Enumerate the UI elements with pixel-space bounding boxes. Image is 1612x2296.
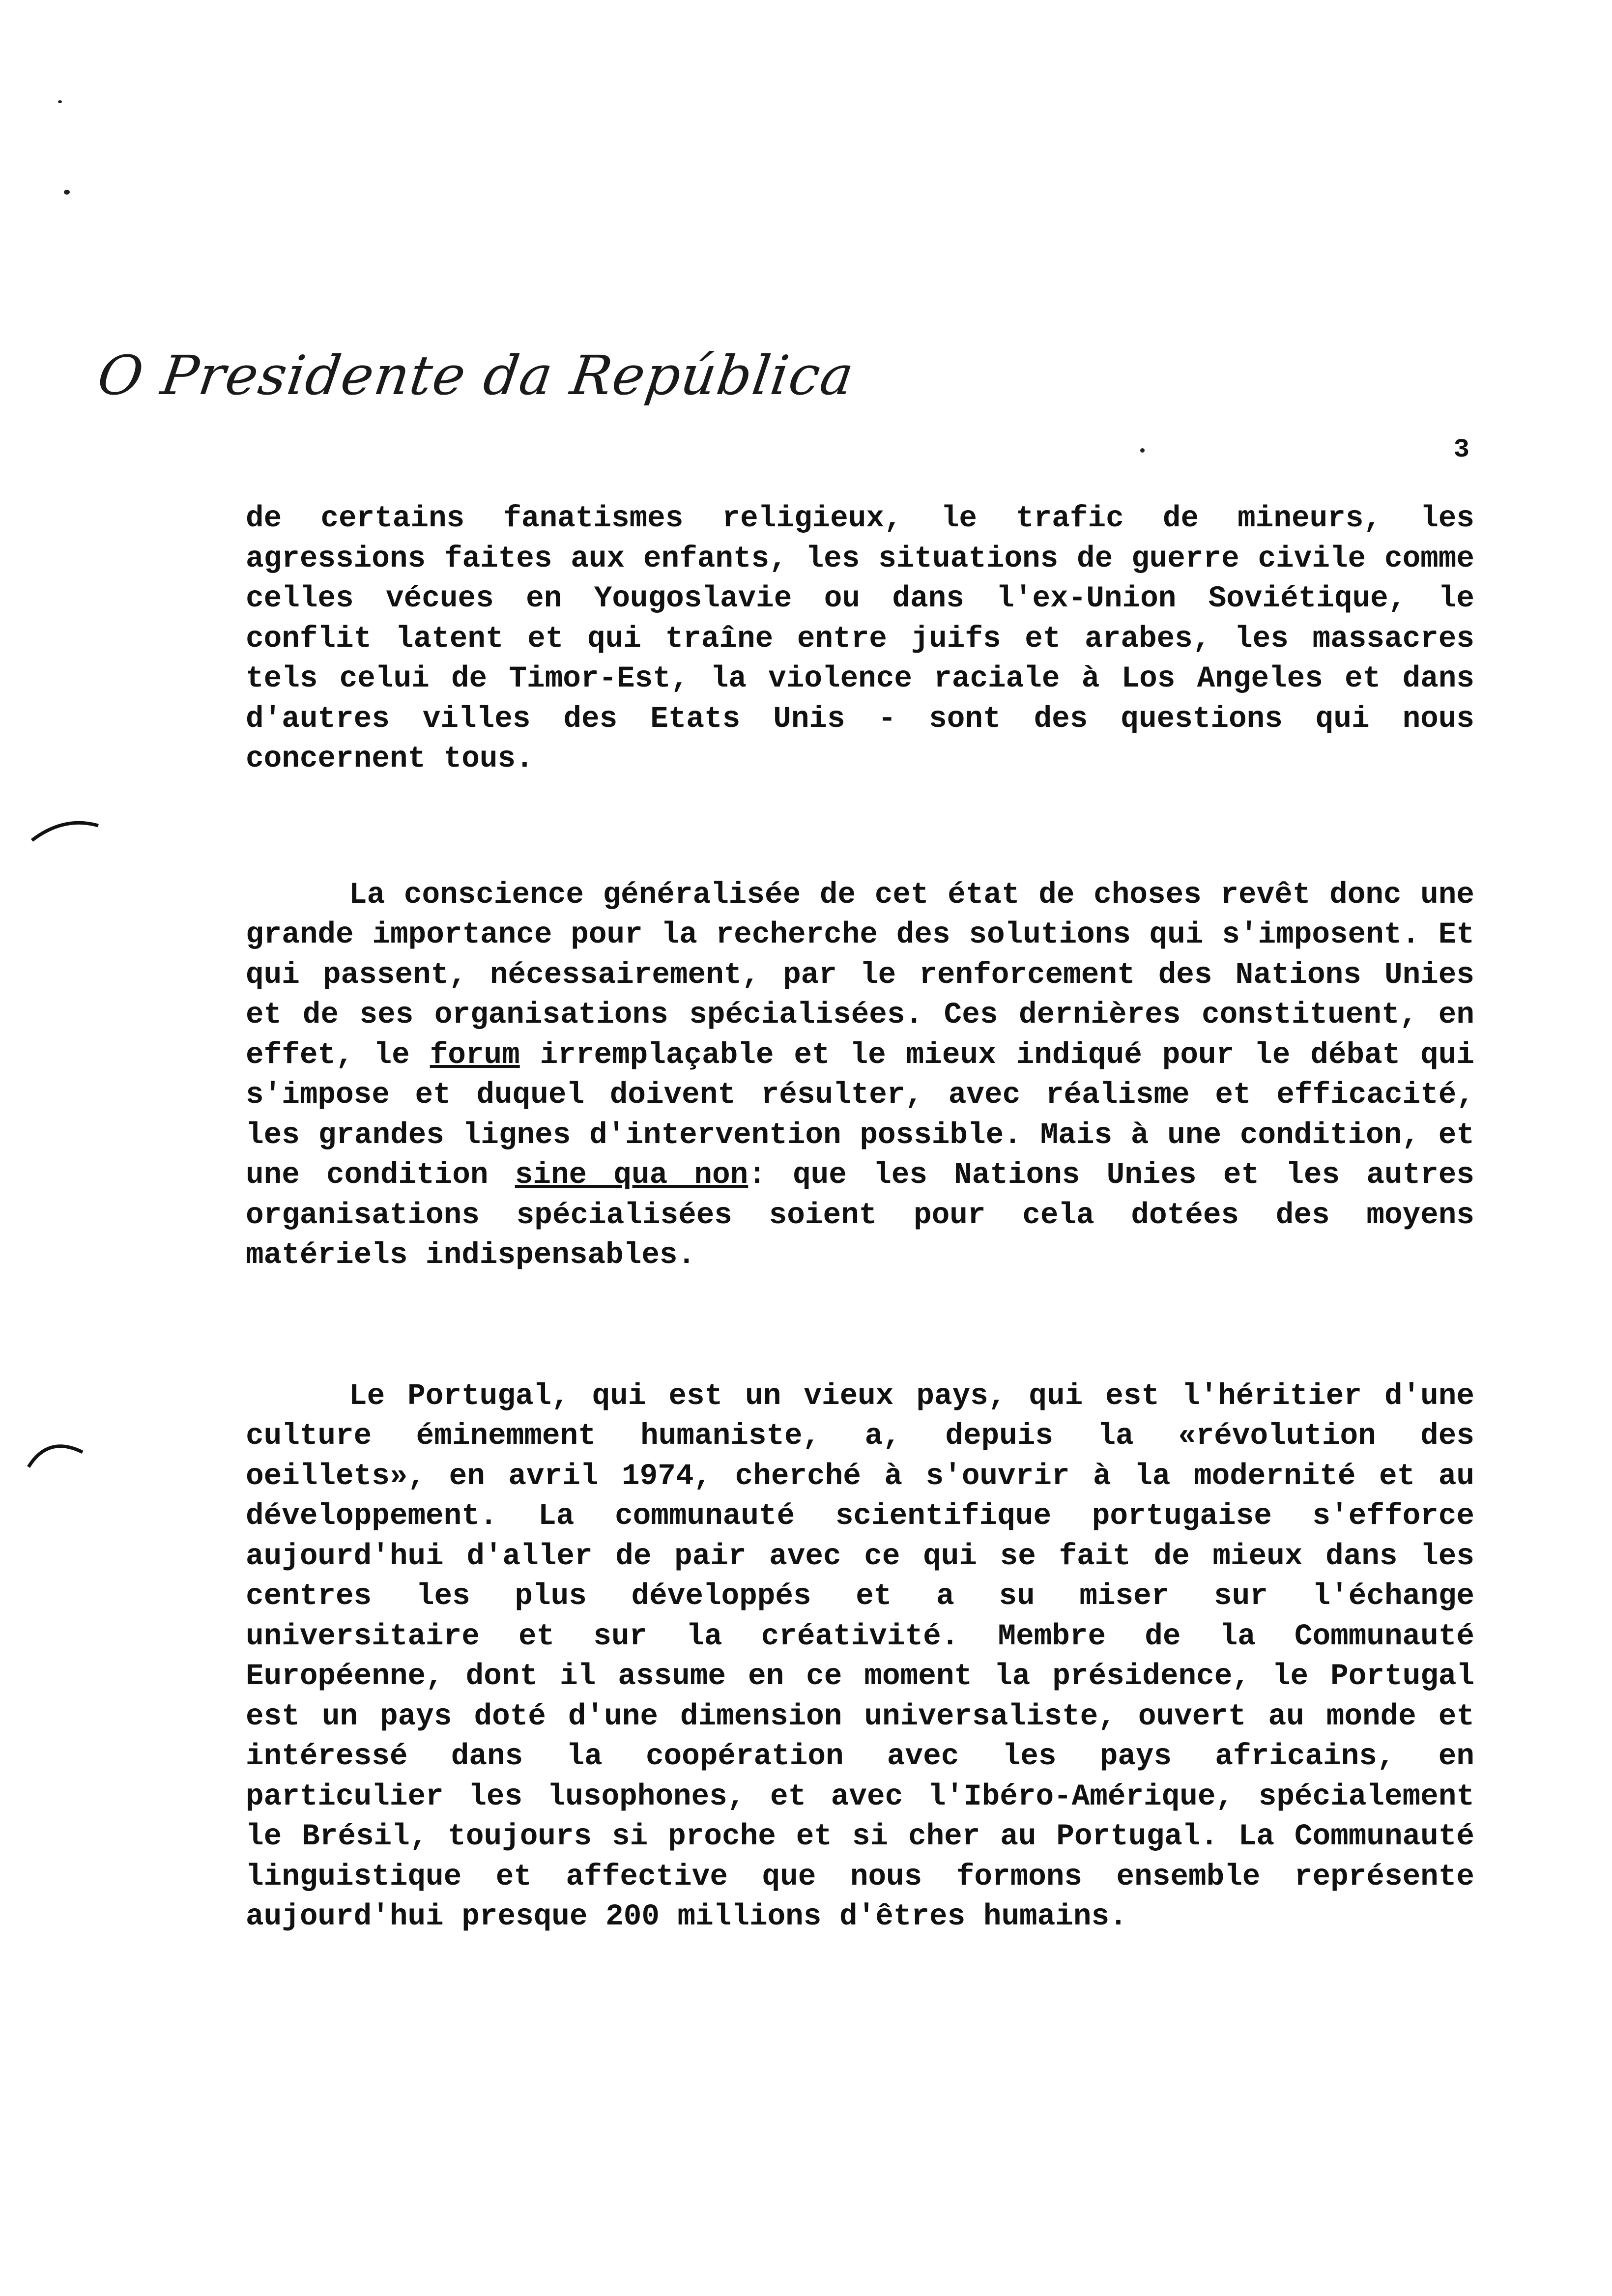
page-number: 3 — [1453, 435, 1469, 465]
paragraph-text: Le Portugal, qui est un vieux pays, qui est l'héritier d'une culture éminemment humaniste, a, depuis la «révolution des oeillets», en avril 1974, cherché à s'ouvrir à la modernité et au développement. La communauté scientifique portugaise s'efforce aujourd'hui d'aller de pair avec ce qui se fait de mieux dans les centres les plus développés et a su miser sur l'échange universitaire et sur la créativité. Membre de la Communauté Européenne, dont il assume en ce moment la présidence, le Portugal est un pays doté d'une dimension universaliste, ouvert au monde et intéressé dans la coopération avec les pays africains, en particulier les lusophones, et avec l'Ibéro-Amérique, spécialement le Brésil, toujours si proche et si cher au Portugal. La Communauté linguistique et affective que nous formons ensemble représente aujourd'hui presque 200 millions d'êtres humains. — [246, 1379, 1474, 1934]
scan-speck — [58, 100, 62, 103]
scan-speck — [1140, 448, 1145, 453]
scan-speck — [64, 190, 70, 195]
letterhead-title: O Presidente da República — [94, 344, 859, 407]
paragraph-2 — [246, 875, 1474, 1276]
paragraph-text: La conscience généralisée de cet état de choses revêt donc une grande importance pour la recherche des solutions qui s'imposent. Et qui passent, nécessairement, par le renforcement des Nations Unies et de ses organisations spécialisées. Ces dernières constituent, en effet, le — [246, 878, 1474, 1072]
paragraph-1 — [246, 499, 1474, 779]
emphasized-term-sine-qua-non: sine qua non — [515, 1158, 748, 1192]
margin-mark-arc — [29, 811, 103, 845]
paragraph-3 — [246, 1377, 1474, 1937]
margin-mark-arc — [24, 1433, 97, 1472]
emphasized-term-forum: forum — [430, 1038, 520, 1072]
paragraph-text: irremplaçable et le mieux indiqué pour le débat qui s'impose et duquel doivent résulter, avec réalisme et efficacité, les grandes lignes d'intervention possible. Mais à une condition, et une condition — [246, 1038, 1475, 1192]
paragraph-spacer — [246, 779, 1474, 875]
paragraph-text: de certains fanatismes religieux, le trafic de mineurs, les agressions faites aux enfants, les situations de guerre civile comme celles vécues en Yougoslavie ou dans l'ex-Union Soviétique, le conflit latent et qui traîne entre juifs et arabes, les massacres tels celui de Timor-Est, la violence raciale à Los Angeles et dans d'autres villes des Etats Unis - sont des questions qui nous concernent tous. — [246, 502, 1474, 776]
paragraph-spacer — [246, 1276, 1474, 1377]
document-body — [246, 499, 1474, 1937]
paragraph-text: : que les Nations Unies et les autres organisations spécialisées soient pour cela dotées des moyens matériels indispensables. — [246, 1158, 1475, 1272]
